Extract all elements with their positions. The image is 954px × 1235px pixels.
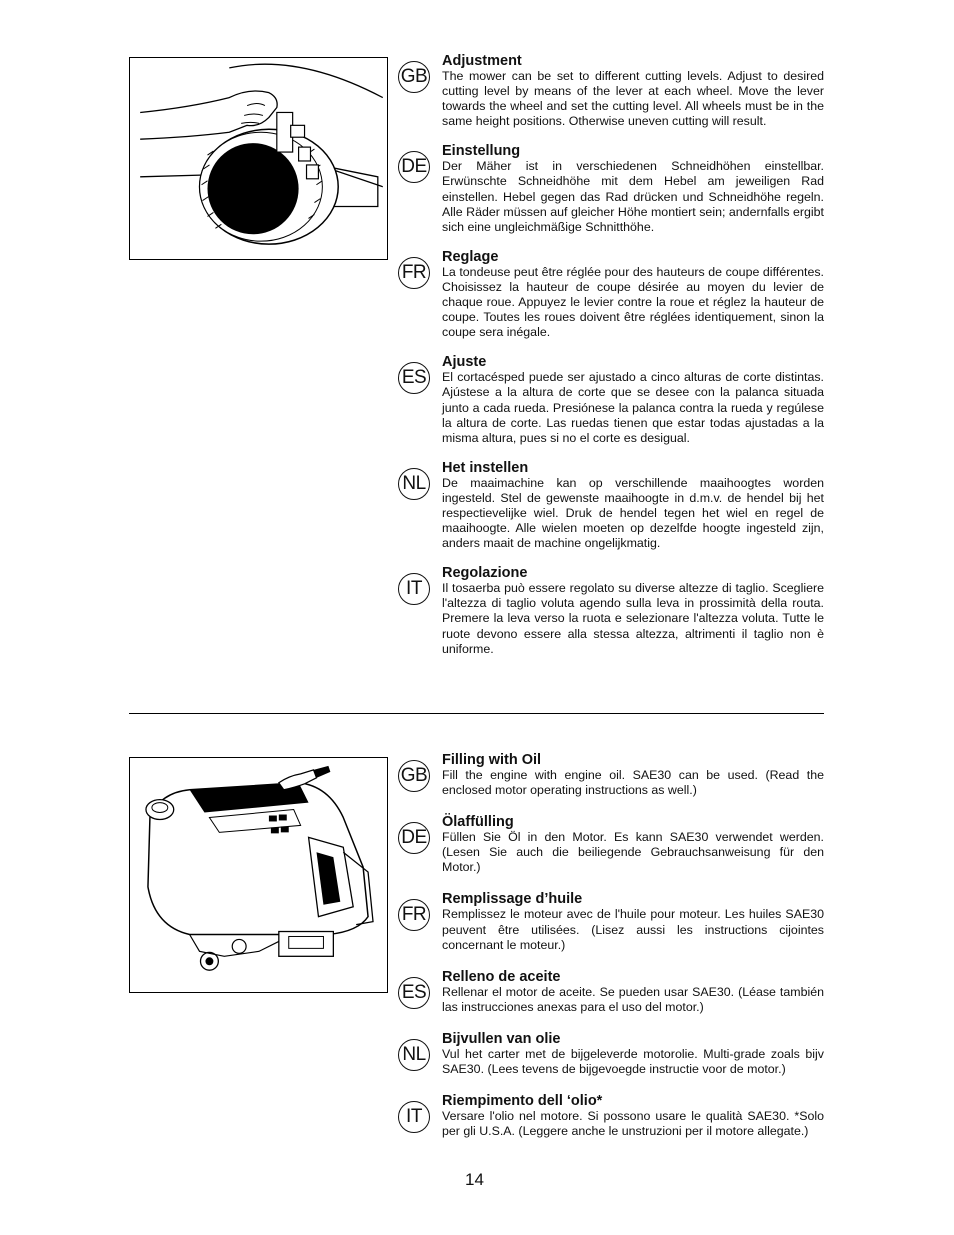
oil-entry-es: [398, 969, 824, 1015]
entry-body: El cortacésped puede ser ajustado a cinco alturas de corte distintas. Ajústese a la altura de corte que se desee con la palanca situada junto a cada rueda. Presiónese la palanca contra la rueda y regúlese la altura de corte. Las ruedas tienen que estar todas ajustadas a la misma altura, pues si no el corte es desigual.: [442, 370, 824, 445]
wheel-lever-drawing: [130, 58, 387, 259]
entry-title: Regolazione: [442, 565, 528, 582]
entry-title: Riempimento dell ‘olio*: [442, 1093, 603, 1110]
entry-title: Bijvullen van olie: [442, 1030, 561, 1047]
adjustment-entry-de: [398, 143, 824, 234]
language-badge-es: ES: [398, 977, 430, 1009]
entry-body: De maaimachine kan op verschillende maaihoogtes worden ingesteld. Stel de gewenste maaihoogte in d.m.v. de hendel bij het respectievelijke wiel. Druk de hendel tegen het wiel en regel de maaihoogte. Alle wielen moeten op dezelfde hoogte ingesteld zijn, anders maait de machine ongelijkmatig.: [442, 475, 824, 551]
entry-title: Remplissage d’huile: [442, 891, 583, 908]
entry-title: Einstellung: [442, 143, 521, 160]
entry-title: Het instellen: [442, 459, 529, 476]
engine-oil-illustration: [129, 757, 388, 993]
engine-drawing: [130, 758, 387, 992]
language-badge-nl: NL: [398, 1039, 430, 1071]
oil-entry-fr: [398, 891, 824, 952]
oil-entry-nl: [398, 1031, 824, 1077]
section-divider: [129, 713, 824, 714]
entry-title: Adjustment: [442, 53, 522, 69]
entry-title: Filling with Oil: [442, 752, 542, 768]
language-badge-nl: NL: [398, 468, 430, 500]
entry-body: Versare l'olio nel motore. Si possono usare le qualità SAE30. *Solo per gli U.S.A. (Leggere anche le unstruzioni per il motore allegate.): [442, 1109, 824, 1139]
adjustment-section: [398, 53, 824, 671]
entry-body: Remplissez le moteur avec de l'huile pour moteur. Les huiles SAE30 peuvent être utilisées. (Lisez aussi les instructions cijointes concernant le moteur.): [442, 907, 824, 952]
oil-entry-de: [398, 814, 824, 875]
language-badge-de: DE: [398, 151, 430, 183]
entry-body: Der Mäher ist in verschiedenen Schneidhöhen einstellbar. Erwünschte Schneidhöhe mit dem Hebel am jeweiligen Rad einstellen. Hebel gegen das Rad drücken und Schneidhöhe regeln. Alle Räder müssen auf gleicher Höhe montiert sein; andernfalls ergibt sich eine ungleichmäßige Schnitthöhe.: [442, 159, 824, 234]
entry-body: La tondeuse peut être réglée pour des hauteurs de coupe différentes. Choisissez la hauteur de coupe désirée au moyen du levier de chaque roue. Appuyez le levier contre la roue et réglez la hauteur de coupe. Toutes les roues doivent être réglées identiquement, sinon la coupe sera inégale.: [442, 264, 824, 340]
entry-title: Ajuste: [442, 354, 487, 371]
entry-title: Reglage: [442, 248, 499, 265]
oil-entry-gb: [398, 752, 824, 798]
adjustment-entry-gb: [398, 53, 824, 129]
oil-section: [398, 752, 824, 1155]
entry-body: Il tosaerba può essere regolato su diverse altezze di taglio. Scegliere l'altezza di taglio voluta agendo sulla leva in prossimità della routa. Premere la leva verso la ruota e selezionare l'altezza voluta. Tutte le ruote devono essere alla stessa altezza, altrimenti il taglio non è uniforme.: [442, 581, 824, 656]
entry-body: Fill the engine with engine oil. SAE30 can be used. (Read the enclosed motor operating instructions as well.): [442, 768, 824, 798]
entry-body: The mower can be set to different cutting levels. Adjust to desired cutting level by means of the lever at each wheel. Move the lever towards the wheel and set the cutting level. All wheels must be in the same height positions. Otherwise uneven cutting will result.: [442, 69, 824, 129]
entry-body: Füllen Sie Öl in den Motor. Es kann SAE30 verwendet werden. (Lesen Sie auch die beiliegende Gebrauchsanweisung für den Motor.): [442, 830, 824, 875]
entry-body: Vul het carter met de bijgeleverde motorolie. Multi-grade zoals bijv SAE30. (Lees tevens de bijgevoegde instructie voor de motor.): [442, 1046, 824, 1077]
adjustment-entry-it: [398, 565, 824, 656]
page-number: 14: [465, 1170, 484, 1189]
adjustment-entry-fr: [398, 249, 824, 340]
adjustment-entry-es: [398, 354, 824, 445]
language-badge-de: DE: [398, 822, 430, 854]
entry-title: Ölaffülling: [442, 814, 514, 831]
language-badge-es: ES: [398, 362, 430, 394]
language-badge-gb: GB: [398, 61, 430, 93]
language-badge-it: IT: [398, 573, 430, 605]
language-badge-fr: FR: [398, 257, 430, 289]
adjustment-entry-nl: [398, 460, 824, 551]
oil-entry-it: [398, 1093, 824, 1139]
language-badge-it: IT: [398, 1101, 430, 1133]
language-badge-fr: FR: [398, 899, 430, 931]
language-badge-gb: GB: [398, 760, 430, 792]
entry-title: Relleno de aceite: [442, 968, 561, 985]
entry-body: Rellenar el motor de aceite. Se pueden usar SAE30. (Léase también las instrucciones anexas para el uso del motor.): [442, 984, 824, 1014]
wheel-adjustment-illustration: [129, 57, 388, 260]
